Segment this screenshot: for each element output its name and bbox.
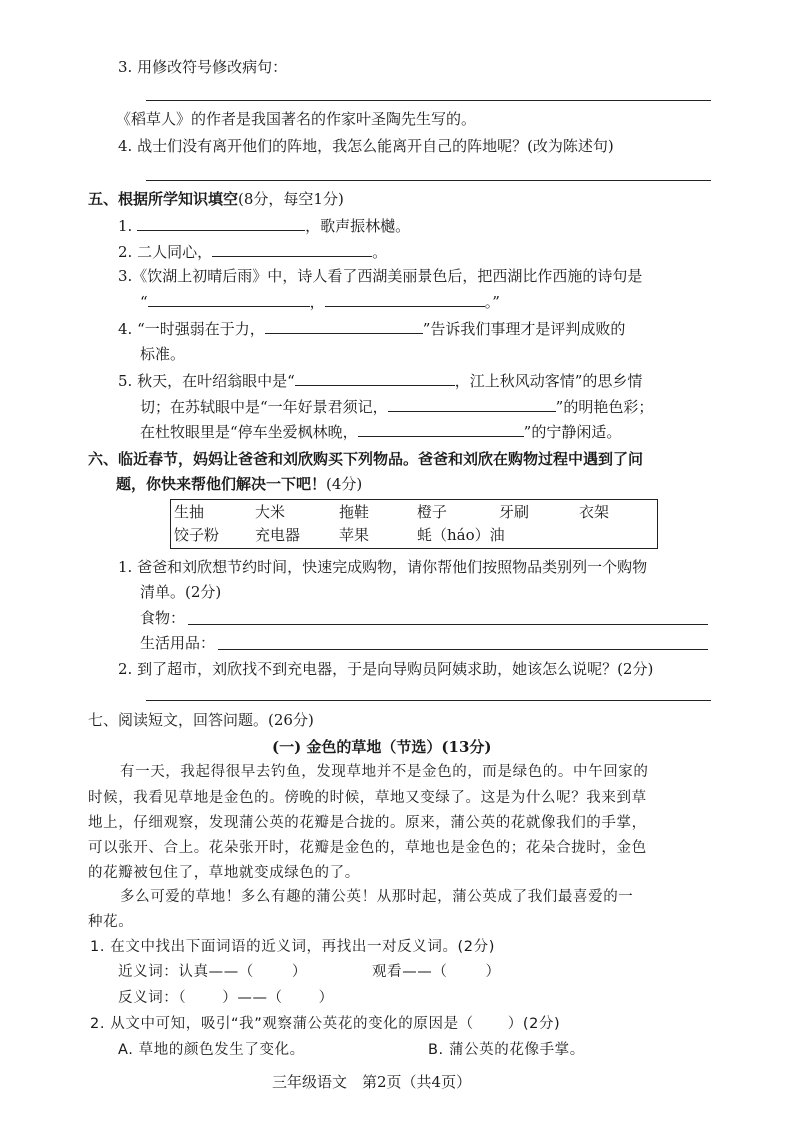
s5-item-3-open: “ (140, 293, 148, 311)
passage-line: 种花。 (88, 914, 134, 930)
s6-heading-line2: 题，你快来帮他们解决一下吧！ (116, 475, 327, 493)
item-cell: 拖鞋 (339, 503, 370, 521)
s5-item-2-head: 2. 二人同心， (118, 243, 213, 261)
s5-item-1-tail: ，歌声振林樾。 (305, 217, 411, 235)
q3-prompt: 3. 用修改符号修改病句： (118, 58, 288, 76)
s5-item-5-blank-3[interactable] (358, 421, 524, 437)
s5-item-3-line2 (140, 291, 500, 312)
s5-item-4 (118, 318, 625, 339)
s5-item-2 (118, 241, 387, 262)
daily-goods-label: 生活用品： (140, 634, 216, 652)
s7-q2-text: 2. 从文中可知，吸引“我”观察蒲公英花的变化的原因是（ (90, 1016, 474, 1032)
s5-item-5-blank-1[interactable] (295, 370, 455, 386)
s5-item-5-line3 (140, 421, 621, 442)
food-label: 食物： (140, 609, 186, 627)
item-cell: 牙刷 (499, 503, 530, 521)
s6-q2: 2. 到了超市，刘欣找不到充电器，于是向导购员阿姨求助，她该怎么说呢？(2分) (118, 660, 654, 678)
s5-item-5-blank-2[interactable] (388, 396, 556, 412)
antonym-row (118, 988, 334, 1008)
s5-heading-row (88, 189, 344, 209)
q3-answer-line[interactable] (146, 100, 711, 101)
antonym-label: 反义词：（ (118, 990, 187, 1006)
s5-item-4-line2: 标准。 (140, 345, 186, 363)
item-cell: 衣架 (579, 503, 610, 521)
item-cell: 苹果 (339, 526, 370, 544)
item-cell: 橙子 (417, 503, 448, 521)
s7-q1: 1. 在文中找出下面词语的近义词，再找出一对反义词。(2分) (90, 939, 495, 955)
s5-item-5-l3-tail: ”的宁静闲适。 (523, 423, 622, 441)
daily-goods-answer-line[interactable] (218, 649, 708, 650)
s6-heading-line2-row (116, 474, 362, 494)
s6-score: (4分) (326, 475, 363, 493)
s5-item-3-line1: 3.《饮湖上初晴后雨》中，诗人看了西湖美丽景色后，把西湖比作西施的诗句是 (118, 267, 643, 285)
synonym-2-label: 观看——（ (372, 964, 448, 980)
synonym-row-2 (372, 962, 501, 982)
s5-item-4-tail: ”告诉我们事理才是评判成败的 (422, 320, 626, 338)
page-footer: 三年级语文 第2页（共4页） (272, 1073, 472, 1091)
passage-line: 时候，我看见草地是金色的。傍晚的时候，草地又变绿了。这是为什么呢？我来到草 (88, 790, 647, 806)
s6-q1-line2: 清单。(2分) (140, 583, 222, 601)
s7-q2-close: ）(2分) (507, 1016, 561, 1032)
s5-item-5-l3-head: 在杜牧眼里是“停车坐爱枫林晚， (140, 423, 358, 441)
q4-answer-line[interactable] (146, 180, 711, 181)
s6-q1-line1: 1. 爸爸和刘欣想节约时间，快速完成购物，请你帮他们按照物品类别列一个购物 (118, 558, 648, 576)
s5-item-1-num: 1. (118, 217, 133, 235)
s5-item-3-blank-2[interactable] (325, 291, 485, 307)
item-cell: 饺子粉 (174, 526, 220, 544)
passage-line: 可以张开、合上。花朵张开时，花瓣是金色的，草地也是金色的；花朵合拢时，金色 (88, 840, 647, 856)
s5-item-3-blank-1[interactable] (148, 291, 310, 307)
passage-title: (一) 金色的草地（节选）(13分) (272, 738, 492, 756)
s5-item-5-l2-head: 切；在苏轼眼中是“一年好景君须记， (140, 398, 388, 416)
s5-item-3-close: 。” (484, 293, 500, 311)
item-cell: 蚝（háo）油 (417, 526, 505, 544)
s5-item-2-tail: 。 (372, 243, 388, 261)
s5-item-1-blank[interactable] (137, 215, 305, 231)
q4-prompt: 4. 战士们没有离开他们的阵地，我怎么能离开自己的阵地呢？(改为陈述句) (118, 137, 614, 155)
s5-item-3-comma: ， (309, 293, 325, 311)
passage-line: 有一天，我起得很早去钓鱼，发现草地并不是金色的，而是绿色的。中午回家的 (120, 764, 649, 780)
antonym-close: ） (318, 990, 334, 1006)
s6-heading-line1: 六、临近春节，妈妈让爸爸和刘欣购买下列物品。爸爸和刘欣在购物过程中遇到了问 (88, 450, 644, 468)
s6-q2-answer-line[interactable] (146, 700, 711, 701)
s7-q2 (90, 1014, 560, 1034)
food-answer-line[interactable] (188, 624, 708, 625)
synonym-2-close: ） (485, 964, 501, 980)
synonym-label: 近义词：认真——（ (118, 964, 254, 980)
option-a: A. 草地的颜色发生了变化。 (118, 1042, 305, 1058)
s5-item-5 (118, 370, 642, 391)
synonym-close: ） (291, 964, 308, 980)
s5-item-5-head: 5. 秋天，在叶绍翁眼中是“ (118, 372, 295, 390)
s5-score: (8分，每空1分) (238, 190, 344, 208)
s5-item-5-l2-tail: ”的明艳色彩； (555, 398, 654, 416)
s6-items-box (170, 499, 658, 549)
option-b: B. 蒲公英的花像手掌。 (428, 1042, 585, 1058)
s5-item-2-blank[interactable] (212, 241, 372, 257)
s5-item-1 (118, 215, 410, 236)
s5-item-5-line2 (140, 396, 653, 417)
s5-item-5-tail: ，江上秋风动客情”的思乡情 (454, 372, 643, 390)
item-cell: 大米 (255, 503, 286, 521)
item-cell: 充电器 (255, 526, 301, 544)
passage-line: 的花瓣被包住了，草地就变成绿色的了。 (88, 865, 360, 881)
antonym-mid: ）——（ (222, 990, 283, 1006)
s7-heading: 七、阅读短文，回答问题。(26分) (88, 711, 314, 729)
s5-heading: 五、根据所学知识填空 (88, 190, 239, 208)
item-cell: 生抽 (174, 503, 205, 521)
passage-line: 地上，仔细观察，发现蒲公英的花瓣是合拢的。原来，蒲公英的花就像我们的手掌， (88, 815, 647, 831)
s5-item-4-blank[interactable] (265, 318, 423, 334)
passage-line: 多么可爱的草地！多么有趣的蒲公英！从那时起，蒲公英成了我们最喜爱的一 (120, 889, 634, 905)
q3-sentence: 《稻草人》的作者是我国著名的作家叶圣陶先生写的。 (116, 110, 477, 128)
synonym-row-1 (118, 962, 307, 982)
s5-item-4-head: 4. “一时强弱在于力， (118, 320, 265, 338)
